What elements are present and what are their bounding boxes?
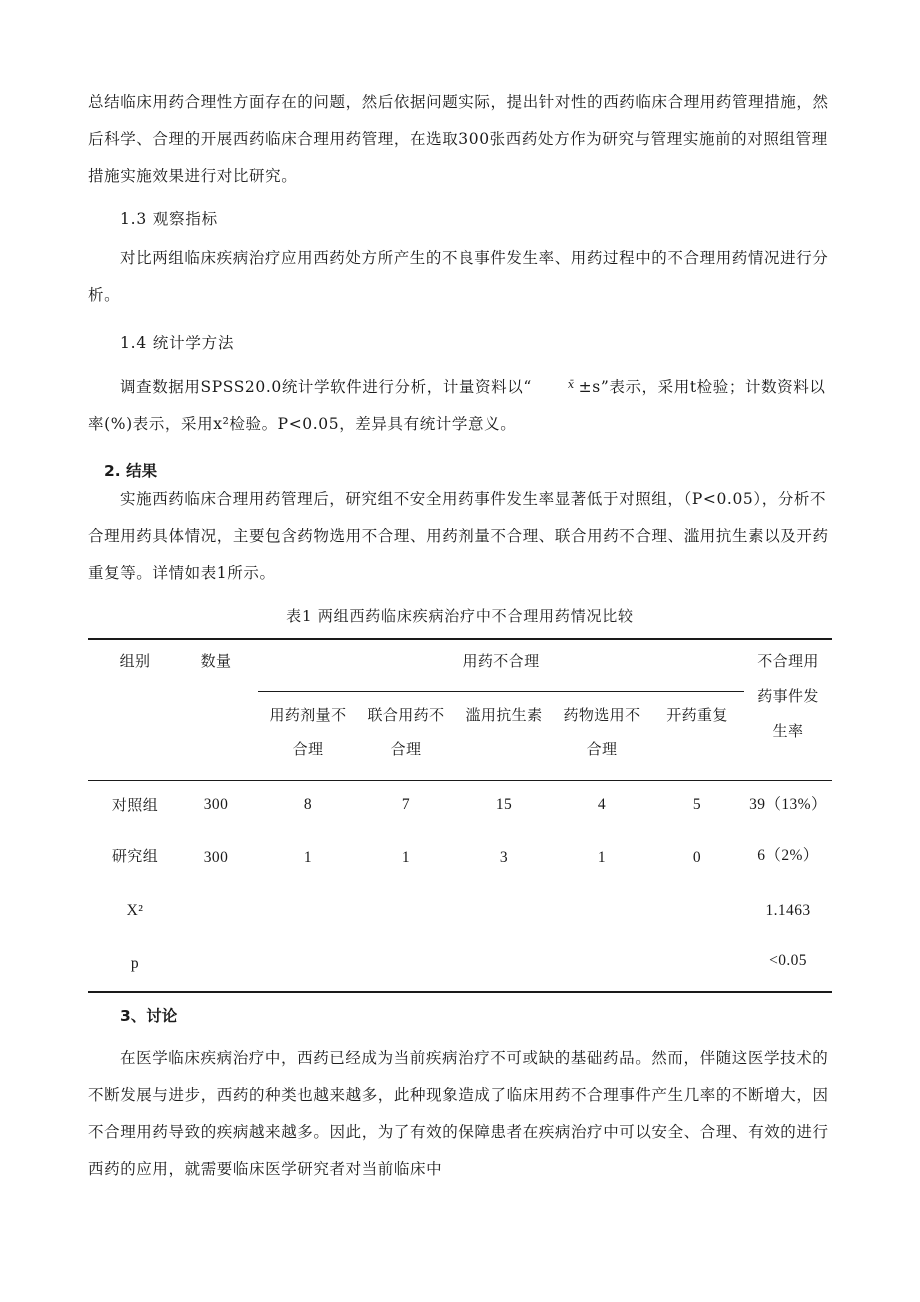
row-p-value: <0.05 (769, 952, 807, 969)
section-2-body: 实施西药临床合理用药管理后，研究组不安全用药事件发生率显著低于对照组，（P<0.05），分析不合理用药具体情况，主要包含药物选用不合理、用药剂量不合理、联合用药不合理、滥用抗生素以及开药重复等。详情如表1所示。 (88, 490, 829, 582)
table-bottom-rule (88, 991, 832, 993)
header-count: 数量 (200, 652, 232, 670)
row-study-repeat: 0 (692, 849, 702, 866)
xbar-symbol: x̄ (567, 378, 575, 391)
row-chi-value: 1.1463 (765, 902, 811, 919)
header-dose-line1: 用药剂量不 (269, 706, 347, 724)
header-antibiotic: 滥用抗生素 (465, 706, 543, 724)
row-study-group: 研究组 (111, 847, 159, 865)
row-study-antibiotic: 3 (499, 849, 509, 866)
header-selection-line2: 合理 (586, 740, 618, 758)
table-span-rule (258, 691, 744, 692)
header-selection-line1: 药物选用不 (563, 706, 641, 724)
stats-text-part2: ±s”表示，采用t检验；计数资料以率(%)表示，采用x²检验。P<0.05，差异具有统计学意义。 (88, 378, 826, 433)
header-rate-line2: 药事件发 (757, 687, 819, 705)
header-rate-line1: 不合理用 (757, 652, 819, 670)
header-dose-line2: 合理 (292, 740, 324, 758)
section-3-body: 在医学临床疾病治疗中，西药已经成为当前疾病治疗不可或缺的基础药品。然而，伴随这医学技术的不断发展与进步，西药的种类也越来越多，此种现象造成了临床用药不合理事件产生几率的不断增大，因不合理用药导致的疾病越来越多。因此，为了有效的保障患者在疾病治疗中可以安全、合理、有效的进行西药的应用，就需要临床医学研究者对当前临床中 (88, 1049, 829, 1178)
header-rate-line3: 生率 (772, 722, 804, 740)
row-study-rate: 6（2%） (757, 847, 819, 864)
section-1-3-body: 对比两组临床疾病治疗应用西药处方所产生的不良事件发生率、用药过程中的不合理用药情况进行分析。 (88, 249, 829, 304)
section-1-3-title: 1.3 观察指标 (120, 210, 218, 228)
row-control-rate: 39（13%） (749, 796, 827, 813)
section-3-title: 3、讨论 (120, 1007, 178, 1025)
header-repeat: 开药重复 (666, 706, 728, 724)
table-top-rule (88, 638, 832, 640)
table-caption: 表1 两组西药临床疾病治疗中不合理用药情况比较 (286, 607, 634, 625)
intro-paragraph: 总结临床用药合理性方面存在的问题，然后依据问题实际，提出针对性的西药临床合理用药管理措施，然后科学、合理的开展西药临床合理用药管理，在选取300张西药处方作为研究与管理实施前的对照组管理措施实施效果进行对比研究。 (88, 93, 829, 185)
header-group: 组别 (119, 652, 151, 670)
row-control-selection: 4 (597, 796, 607, 813)
row-control-dose: 8 (303, 796, 313, 813)
row-control-antibiotic: 15 (495, 796, 513, 813)
row-control-combo: 7 (401, 796, 411, 813)
table-header-rule (88, 780, 832, 781)
header-combo-line1: 联合用药不 (367, 706, 445, 724)
row-study-selection: 1 (597, 849, 607, 866)
header-inappropriate-span: 用药不合理 (462, 652, 540, 670)
row-study-dose: 1 (303, 849, 313, 866)
row-control-repeat: 5 (692, 796, 702, 813)
row-study-count: 300 (203, 849, 229, 866)
header-combo-line2: 合理 (390, 740, 422, 758)
section-1-4-body (88, 366, 832, 443)
row-chi-label: X² (126, 902, 144, 919)
stats-text-part1: 调查数据用SPSS20.0统计学软件进行分析，计量资料以“ (120, 378, 532, 396)
section-2-title: 2. 结果 (104, 462, 158, 480)
row-control-group: 对照组 (111, 796, 159, 814)
row-control-count: 300 (203, 796, 229, 813)
section-1-4-title: 1.4 统计学方法 (120, 334, 235, 352)
row-p-label: p (130, 955, 140, 972)
row-study-combo: 1 (401, 849, 411, 866)
